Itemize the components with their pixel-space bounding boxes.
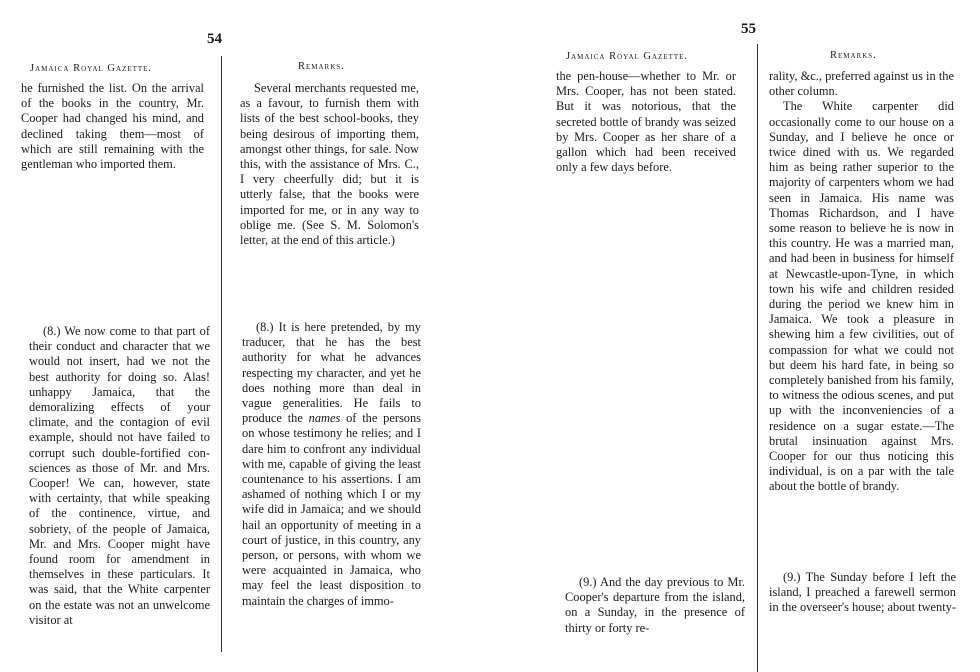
remarks-8-emphasis: names <box>308 411 341 426</box>
right-gazette-paragraph-1: the pen-house—whether to Mr. or Mrs. Cooper, has not been stated. But it was notorious, that the secreted bottle of brandy was seized by Mrs. Cooper as her share of a gallon which had been received only a few days before. <box>556 69 736 175</box>
right-remarks-heading: Remarks. <box>830 50 877 61</box>
right-gazette-paragraph-9: (9.) And the day previous to Mr. Cooper's departure from the island, on a Sunday, in the presence of thirty or forty re- <box>565 575 745 635</box>
left-gazette-paragraph-1: he furnished the list. On the arrival of the books in the country, Mr. Cooper had changed his mind, and declined taking them—most of which are still remaining with the gentleman who imported them. <box>21 81 204 172</box>
left-remarks-paragraph-1: Several merchants requested me, as a favour, to furnish them with lists of the best school-books, they being desirous of importing them, amongst other things, for sale. Now this, with the assistance of Mrs. C., I very cheerfully did; but it is utterly false, that the books were imported for me, or in any way to oblige me. (See S. M. Solomon's letter, at the end of this article.) <box>240 81 419 248</box>
left-gazette-paragraph-8: (8.) We now come to that part of their conduct and character that we would not insert, had we not the best authority for doing so. Alas! unhappy Jamaica, that the demoralizing effects of your climate, and the contagion of evil example, should not have failed to corrupt such double-fortified consciences as those of Mr. and Mrs. Cooper! We can, however, state with certainty, that while speaking of the continence, virtue, and sobriety, of the people of Jamaica, Mr. and Mrs. Cooper might have found room for amendment in themselves in these particulars. It was said, that the White carpenter on the estate was not an unwelcome visitor at <box>29 324 210 627</box>
remarks-continuation: rality, &c., preferred against us in the other column. <box>769 69 954 99</box>
remarks-carpenter-paragraph: The White carpenter did occasionally come to our house on a Sunday, and I believe he once or twice dined with us. We regarded him as being rather superior to the majority of carpenters whom we had seen in Jamaica. His name was Thomas Richardson, and I have some reason to believe he is now in this country. He was a married man, and had been in business for himself at Newcastle-upon-Tyne, in which town his wife and children resided during the period we knew him in Jamaica. We took a pleasure in shewing him a few civilities, out of compassion for what we could not but deem his hard fate, in being so completely banished from his family, to witness the odious scenes, and put up with the inconveniencies of a residence on a sugar estate.—The brutal insinuation against Mrs. Cooper for our thus noticing this individual, is on a par with the tale about the bottle of brandy. <box>769 99 954 494</box>
left-column-rule <box>221 56 222 652</box>
remarks-8-text-b: of the persons on whose testimony he relies; and I dare him to confront any individual with me, capable of giving the least countenance to his assertions. I am ashamed of nothing which I or my wife did in Jamaica; and we should hail an opportunity of meeting in a court of justice, in this country, any person, or persons, with whom we were acquainted in Jamaica, who may feel the least disposition to maintain the charges of immo- <box>242 411 422 608</box>
right-page-number: 55 <box>741 21 756 37</box>
right-remarks-paragraph-9: (9.) The Sunday before I left the island, I preached a farewell sermon in the overseer's house; about twenty- <box>769 570 957 615</box>
right-gazette-heading: Jamaica Royal Gazette. <box>566 51 689 62</box>
right-column-rule <box>757 44 758 672</box>
left-page-number: 54 <box>207 31 222 47</box>
left-gazette-heading: Jamaica Royal Gazette. <box>30 63 153 74</box>
right-remarks-paragraph-1 <box>769 69 954 495</box>
left-remarks-paragraph-8 <box>242 320 421 609</box>
left-remarks-heading: Remarks. <box>298 61 345 72</box>
remarks-8-text-a: (8.) It is here pretended, by my traducer, that he has the best authority for what he advances respecting my character, and yet he does nothing more than deal in vague generalities. He fails to produce the <box>242 320 421 426</box>
